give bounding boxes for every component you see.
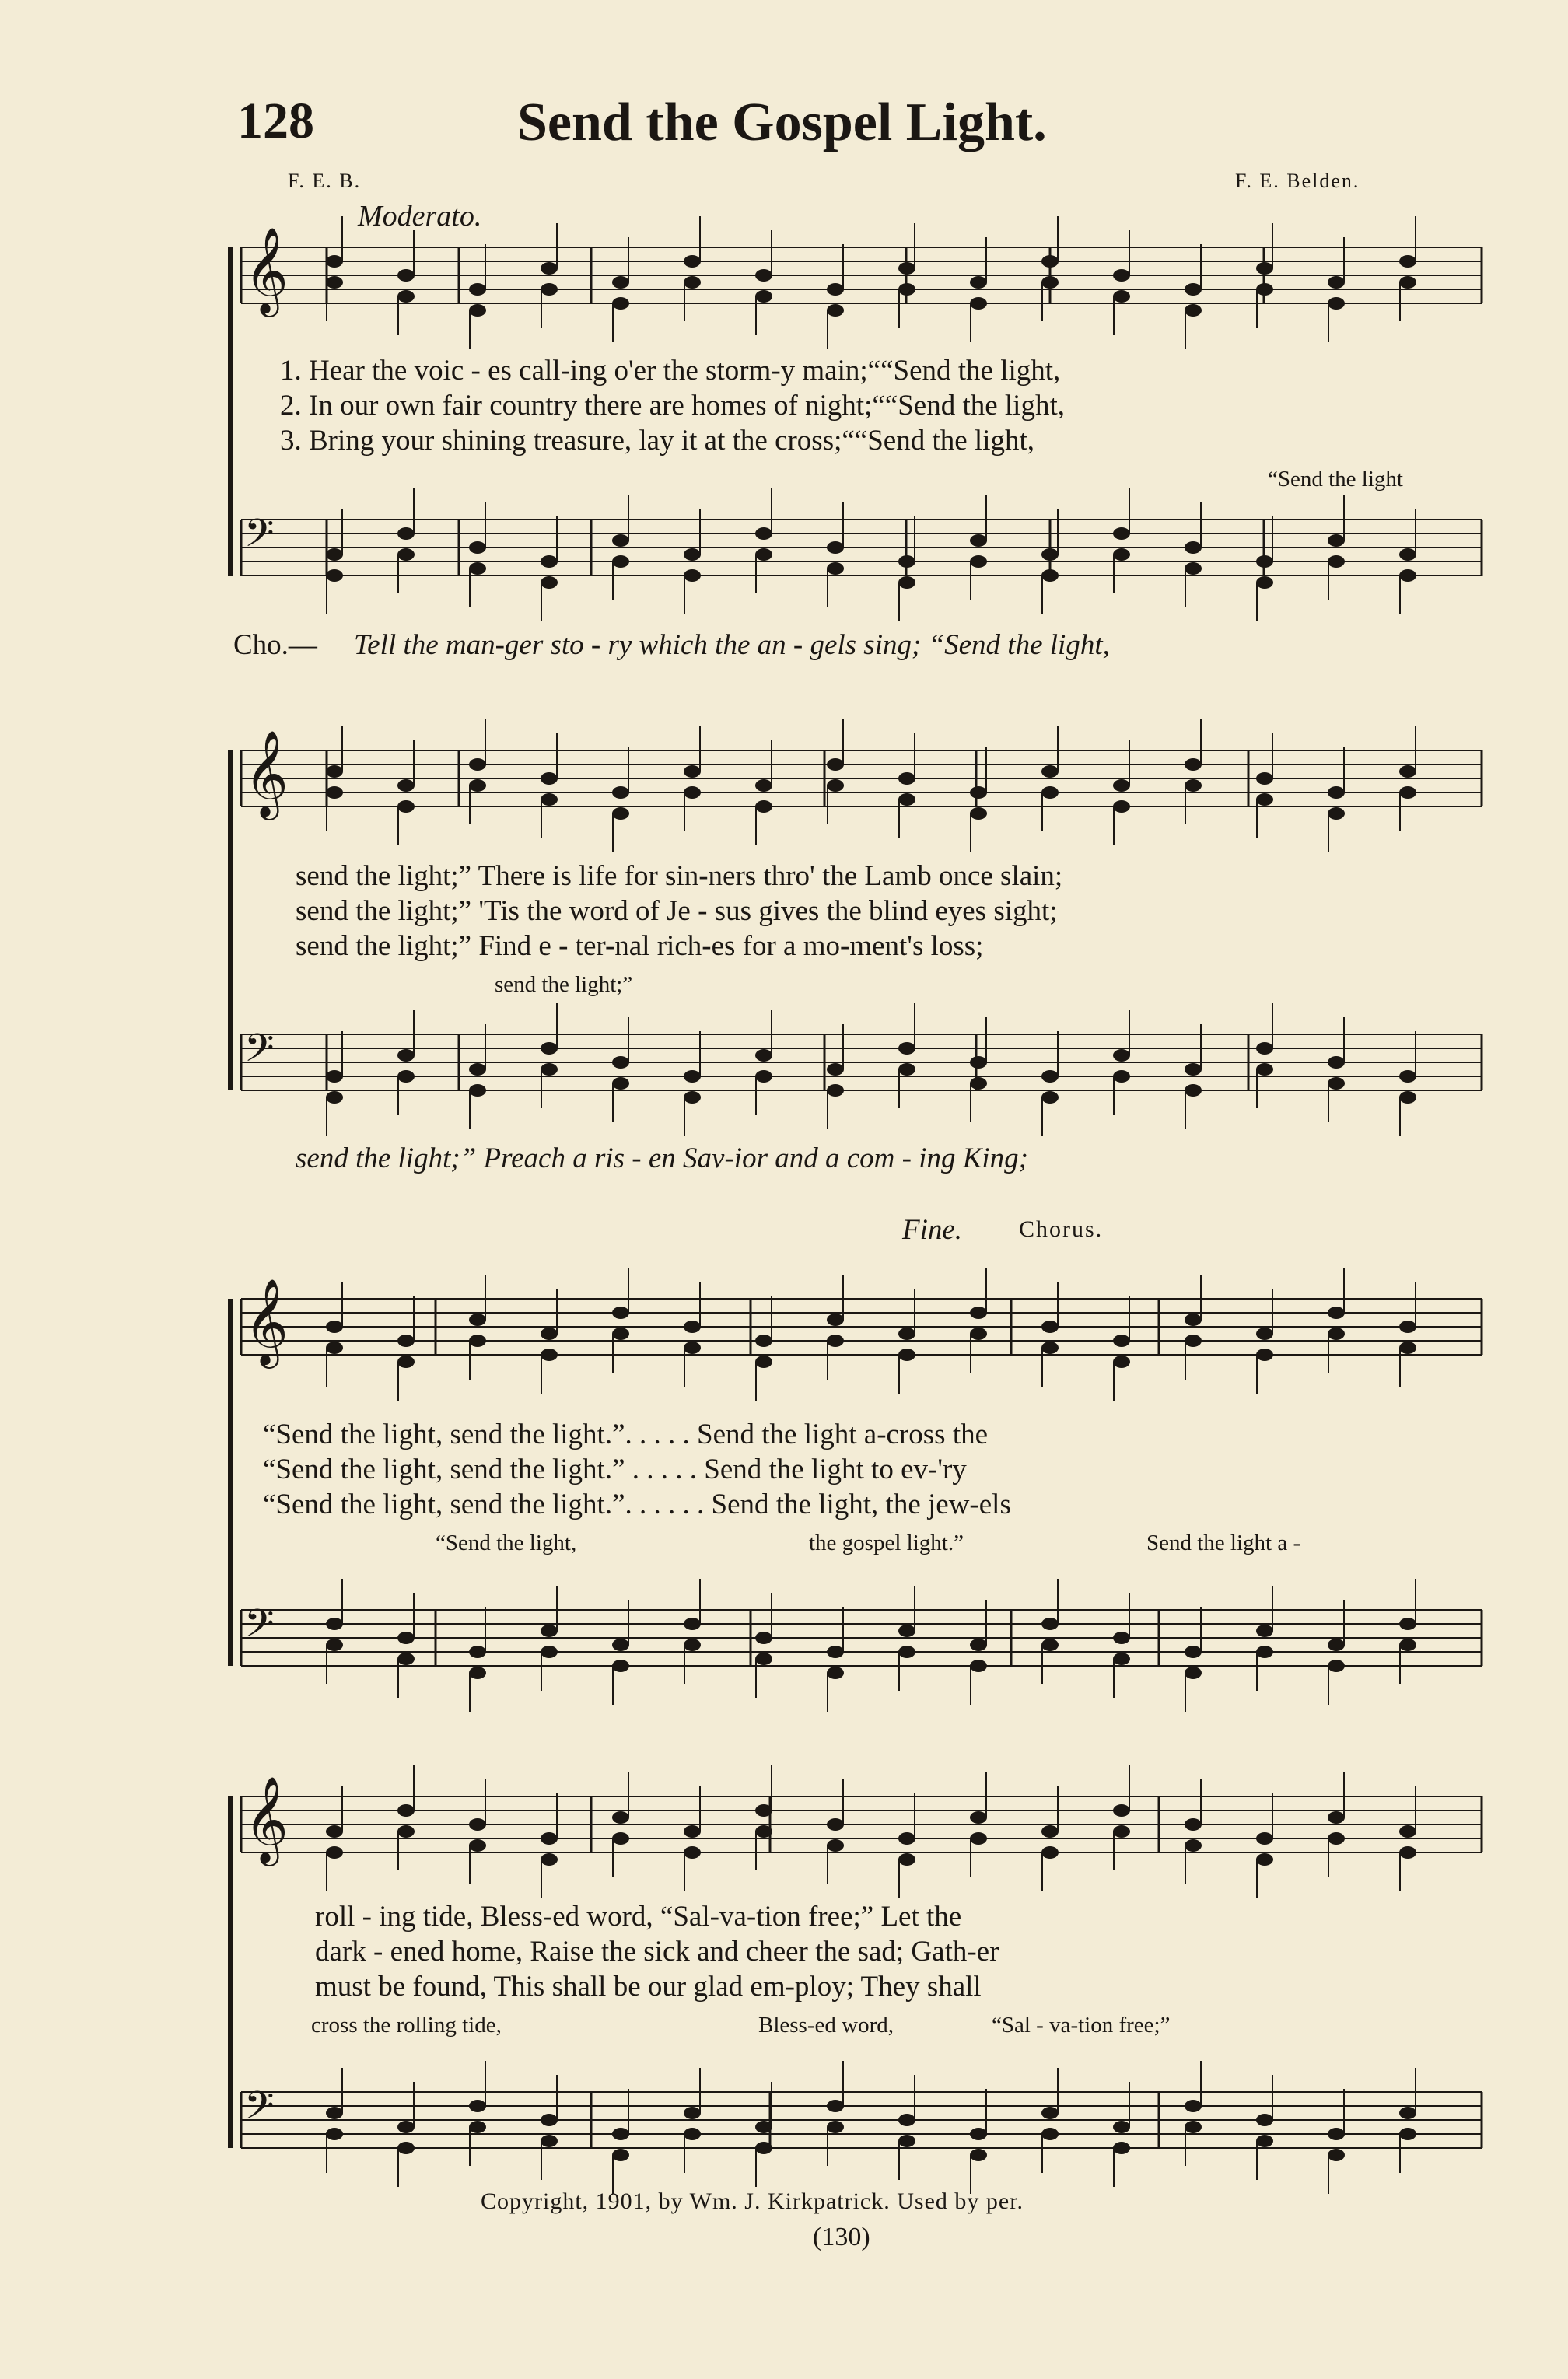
note-head [1185, 1314, 1202, 1326]
note-head [1256, 1853, 1273, 1866]
note-head [755, 1070, 772, 1083]
bass-cue-system-4-b: Bless-ed word, [758, 2013, 894, 2038]
note-head [1399, 1070, 1416, 1083]
note-head [612, 1077, 629, 1090]
note-head [541, 1646, 558, 1658]
note-head [898, 283, 915, 296]
hymn-number: 128 [237, 93, 314, 149]
note-head [898, 2135, 915, 2147]
note-head [1041, 1342, 1059, 1354]
note-head [755, 527, 772, 540]
treble-clef: 𝄞 [244, 1278, 289, 1365]
note-head [469, 1063, 486, 1076]
note-head [1256, 793, 1273, 806]
note-head [827, 1818, 844, 1831]
note-head [1185, 779, 1202, 792]
hymn-title: Send the Gospel Light. [517, 93, 1047, 152]
note-head [1113, 269, 1130, 282]
tempo-marking: Moderato. [358, 200, 482, 233]
note-head [541, 1042, 558, 1055]
page-number: (130) [813, 2223, 870, 2251]
note-head [970, 807, 987, 820]
note-head [827, 2121, 844, 2133]
note-head [612, 276, 629, 289]
note-head [397, 1049, 415, 1062]
note-head [326, 1639, 343, 1651]
note-head [612, 1056, 629, 1069]
note-head [541, 2114, 558, 2126]
note-head [970, 1056, 987, 1069]
note-head [970, 1639, 987, 1651]
verse-2-line-system-1: 2. In our own fair country there are homes of night;““Send the light, [280, 390, 1065, 422]
chorus-lead: Cho.— [233, 629, 317, 661]
note-head [397, 548, 415, 561]
note-head [469, 1839, 486, 1852]
note-head [684, 569, 701, 582]
note-head [1113, 1335, 1130, 1347]
note-head [1399, 569, 1416, 582]
note-head [898, 1328, 915, 1340]
note-head [469, 2121, 486, 2133]
note-head [755, 779, 772, 792]
bass-cue-system-4-a: cross the rolling tide, [311, 2013, 502, 2038]
chorus-line-system-2: send the light;” Preach a ris - en Sav-ior and a com - ing King; [296, 1142, 1029, 1174]
note-head [898, 2114, 915, 2126]
note-head [541, 1832, 558, 1845]
note-head [612, 1328, 629, 1340]
note-head [1113, 2121, 1130, 2133]
note-head [1328, 276, 1345, 289]
note-head [755, 2121, 772, 2133]
note-head [898, 555, 915, 568]
note-head [1328, 555, 1345, 568]
note-head [1041, 1825, 1059, 1838]
note-head [1113, 1070, 1130, 1083]
note-head [898, 1625, 915, 1637]
note-head [1328, 1660, 1345, 1672]
chorus-label: Chorus. [1019, 1216, 1104, 1242]
note-head [827, 1063, 844, 1076]
note-head [397, 1335, 415, 1347]
note-head [326, 255, 343, 268]
note-head [612, 1811, 629, 1824]
note-head [827, 541, 844, 554]
note-head [684, 1321, 701, 1333]
note-head [1041, 548, 1059, 561]
note-head [1185, 1818, 1202, 1831]
note-head [326, 1846, 343, 1859]
note-head [541, 262, 558, 275]
note-head [755, 1049, 772, 1062]
note-head [1041, 1321, 1059, 1333]
note-head [1328, 2128, 1345, 2140]
note-head [1113, 527, 1130, 540]
copyright-notice: Copyright, 1901, by Wm. J. Kirkpatrick. Used by per. [481, 2188, 1024, 2214]
note-head [326, 1321, 343, 1333]
note-head [326, 1618, 343, 1630]
note-head [827, 1335, 844, 1347]
bass-cue-system-4-c: “Sal - va-tion free;” [992, 2013, 1171, 2038]
note-head [612, 807, 629, 820]
note-head [397, 527, 415, 540]
note-head [612, 1307, 629, 1319]
note-head [1113, 1049, 1130, 1062]
note-head [612, 555, 629, 568]
note-head [1399, 1618, 1416, 1630]
note-head [827, 283, 844, 296]
note-head [1328, 1328, 1345, 1340]
note-head [1328, 786, 1345, 799]
note-head [326, 569, 343, 582]
music-credit: F. E. Belden. [1235, 170, 1360, 192]
note-head [1399, 276, 1416, 289]
note-head [684, 1639, 701, 1651]
note-head [1256, 772, 1273, 785]
note-head [541, 772, 558, 785]
note-head [755, 269, 772, 282]
note-head [684, 2128, 701, 2140]
note-head [970, 297, 987, 310]
note-head [1041, 1091, 1059, 1104]
note-head [898, 1349, 915, 1361]
note-head [970, 276, 987, 289]
note-head [469, 1667, 486, 1679]
note-head [1399, 786, 1416, 799]
note-head [1256, 1625, 1273, 1637]
note-head [970, 1832, 987, 1845]
note-head [326, 276, 343, 289]
note-head [827, 304, 844, 317]
note-head [1041, 1639, 1059, 1651]
note-head [898, 772, 915, 785]
note-head [1399, 1846, 1416, 1859]
note-head [541, 1625, 558, 1637]
note-head [612, 2149, 629, 2161]
note-head [1399, 1091, 1416, 1104]
note-head [326, 2107, 343, 2119]
note-head [1041, 569, 1059, 582]
bass-cue-system-3-a: “Send the light, [436, 1531, 577, 1555]
note-head [1041, 2128, 1059, 2140]
note-head [469, 1084, 486, 1097]
note-head [612, 297, 629, 310]
note-head [541, 283, 558, 296]
note-head [612, 2128, 629, 2140]
note-head [970, 786, 987, 799]
note-head [755, 800, 772, 813]
note-head [684, 255, 701, 268]
verse-3-line-system-2: send the light;” Find e - ter-nal rich-es for a mo-ment's loss; [296, 930, 984, 962]
chorus-line-system-1: Tell the man-ger sto - ry which the an - gels sing; “Send the light, [354, 629, 1110, 661]
treble-clef: 𝄞 [244, 226, 289, 313]
note-head [469, 2100, 486, 2112]
note-head [684, 1091, 701, 1104]
note-head [326, 765, 343, 778]
note-head [1256, 1063, 1273, 1076]
note-head [397, 1825, 415, 1838]
note-head [1185, 1335, 1202, 1347]
note-head [326, 2128, 343, 2140]
note-head [541, 1328, 558, 1340]
note-head [326, 1342, 343, 1354]
note-head [397, 779, 415, 792]
note-head [755, 1825, 772, 1838]
bass-cue-system-2: send the light;” [495, 972, 633, 997]
note-head [898, 1063, 915, 1076]
note-head [827, 1314, 844, 1326]
note-head [1185, 283, 1202, 296]
note-head [1041, 255, 1059, 268]
bass-cue-system-3-b: the gospel light.” [809, 1531, 964, 1555]
note-head [684, 1618, 701, 1630]
note-head [1041, 786, 1059, 799]
note-head [1041, 1846, 1059, 1859]
note-head [970, 555, 987, 568]
note-head [1256, 262, 1273, 275]
note-head [612, 786, 629, 799]
note-head [1041, 765, 1059, 778]
note-head [827, 1839, 844, 1852]
note-head [1256, 2114, 1273, 2126]
note-head [1328, 1077, 1345, 1090]
note-head [1185, 1063, 1202, 1076]
note-head [469, 541, 486, 554]
note-head [397, 2121, 415, 2133]
note-head [1041, 276, 1059, 289]
note-head [397, 1070, 415, 1083]
note-head [326, 1070, 343, 1083]
note-head [1185, 1084, 1202, 1097]
verse-2-line-system-3: “Send the light, send the light.” . . . . . Send the light to ev-'ry [263, 1454, 967, 1485]
note-head [1399, 1321, 1416, 1333]
note-head [1113, 548, 1130, 561]
bass-cue-system-3-c: Send the light a - [1146, 1531, 1301, 1555]
note-head [1256, 2135, 1273, 2147]
note-head [898, 1853, 915, 1866]
note-head [1256, 1646, 1273, 1658]
note-head [755, 548, 772, 561]
note-head [1399, 1342, 1416, 1354]
note-head [1113, 1825, 1130, 1838]
note-head [326, 1825, 343, 1838]
note-head [397, 1356, 415, 1368]
note-head [755, 1632, 772, 1644]
verse-2-line-system-2: send the light;” 'Tis the word of Je - sus gives the blind eyes sight; [296, 895, 1058, 927]
note-head [397, 1804, 415, 1817]
note-head [827, 1084, 844, 1097]
note-head [469, 1818, 486, 1831]
note-head [1256, 1832, 1273, 1845]
verse-3-line-system-4: must be found, This shall be our glad em-ploy; They shall [315, 1971, 982, 2003]
bass-clef: 𝄢 [244, 1026, 275, 1080]
note-head [970, 1660, 987, 1672]
fine-marking: Fine. [902, 1214, 963, 1246]
note-head [755, 1653, 772, 1665]
note-head [970, 2128, 987, 2140]
note-head [1256, 283, 1273, 296]
note-head [970, 1328, 987, 1340]
note-head [1399, 548, 1416, 561]
note-head [1328, 1307, 1345, 1319]
note-head [1041, 1618, 1059, 1630]
note-head [1328, 1639, 1345, 1651]
note-head [1185, 541, 1202, 554]
bass-clef: 𝄢 [244, 1601, 275, 1656]
note-head [898, 1042, 915, 1055]
note-head [1113, 2142, 1130, 2154]
note-head [397, 1653, 415, 1665]
note-head [827, 1667, 844, 1679]
note-head [755, 2142, 772, 2154]
note-head [1185, 758, 1202, 771]
note-head [541, 1349, 558, 1361]
note-head [1185, 1839, 1202, 1852]
note-head [469, 304, 486, 317]
note-head [1256, 1328, 1273, 1340]
note-head [1328, 297, 1345, 310]
note-head [898, 262, 915, 275]
bass-clef: 𝄢 [244, 511, 275, 565]
note-head [469, 1314, 486, 1326]
note-head [755, 290, 772, 303]
note-head [1328, 1832, 1345, 1845]
note-head [684, 1070, 701, 1083]
note-head [469, 283, 486, 296]
note-head [612, 1639, 629, 1651]
note-head [612, 1660, 629, 1672]
note-head [1399, 255, 1416, 268]
note-head [970, 1307, 987, 1319]
note-head [397, 800, 415, 813]
note-head [397, 2142, 415, 2154]
note-head [469, 779, 486, 792]
note-head [970, 1811, 987, 1824]
note-head [397, 269, 415, 282]
note-head [1185, 304, 1202, 317]
note-head [1113, 1804, 1130, 1817]
note-head [541, 576, 558, 589]
note-head [1328, 2149, 1345, 2161]
note-head [827, 1646, 844, 1658]
note-head [1185, 1646, 1202, 1658]
note-head [970, 2149, 987, 2161]
note-head [684, 786, 701, 799]
note-head [684, 548, 701, 561]
note-head [1113, 290, 1130, 303]
note-head [326, 548, 343, 561]
note-head [684, 2107, 701, 2119]
note-head [970, 534, 987, 547]
note-head [541, 1853, 558, 1866]
note-head [541, 793, 558, 806]
note-head [1113, 1653, 1130, 1665]
verse-3-line-system-1: 3. Bring your shining treasure, lay it at the cross;““Send the light, [280, 425, 1035, 457]
verse-3-line-system-3: “Send the light, send the light.”. . . . . . Send the light, the jew-els [263, 1489, 1011, 1520]
note-head [1256, 576, 1273, 589]
note-head [898, 793, 915, 806]
note-head [1399, 2128, 1416, 2140]
note-head [755, 1804, 772, 1817]
note-head [1328, 807, 1345, 820]
note-head [1185, 2121, 1202, 2133]
note-head [684, 1846, 701, 1859]
note-head [1185, 1667, 1202, 1679]
note-head [1399, 1825, 1416, 1838]
note-head [1113, 800, 1130, 813]
note-head [1328, 534, 1345, 547]
note-head [1328, 1811, 1345, 1824]
note-head [612, 1832, 629, 1845]
note-head [827, 2100, 844, 2112]
treble-clef: 𝄞 [244, 1776, 289, 1863]
note-head [1256, 555, 1273, 568]
note-head [1113, 1356, 1130, 1368]
note-head [1041, 2107, 1059, 2119]
note-head [1113, 779, 1130, 792]
verse-1-line-system-3: “Send the light, send the light.”. . . . . Send the light a-cross the [263, 1419, 989, 1450]
note-head [541, 555, 558, 568]
note-head [469, 758, 486, 771]
note-head [684, 1342, 701, 1354]
note-head [898, 1646, 915, 1658]
note-head [397, 290, 415, 303]
note-head [827, 562, 844, 575]
note-head [612, 534, 629, 547]
note-head [1328, 1056, 1345, 1069]
note-head [469, 1646, 486, 1658]
note-head [1399, 765, 1416, 778]
note-head [898, 576, 915, 589]
note-head [1113, 1632, 1130, 1644]
note-head [970, 1077, 987, 1090]
note-head [326, 786, 343, 799]
note-head [541, 2135, 558, 2147]
note-head [326, 1091, 343, 1104]
note-head [1185, 562, 1202, 575]
note-head [469, 562, 486, 575]
note-head [1256, 1349, 1273, 1361]
note-head [397, 1632, 415, 1644]
note-head [827, 758, 844, 771]
note-head [1041, 1070, 1059, 1083]
verse-1-line-system-1: 1. Hear the voic - es call-ing o'er the storm-y main;““Send the light, [280, 355, 1061, 387]
note-head [684, 1825, 701, 1838]
note-head [827, 779, 844, 792]
treble-clef: 𝄞 [244, 729, 289, 817]
note-head [755, 1335, 772, 1347]
verse-2-line-system-4: dark - ened home, Raise the sick and cheer the sad; Gath-er [315, 1936, 999, 1968]
note-head [755, 1356, 772, 1368]
verse-1-line-system-4: roll - ing tide, Bless-ed word, “Sal-va-tion free;” Let the [315, 1901, 962, 1933]
words-credit: F. E. B. [288, 170, 362, 192]
note-head [1399, 2107, 1416, 2119]
note-head [898, 1832, 915, 1845]
note-head [1256, 1042, 1273, 1055]
bass-cue-system-1: “Send the light [1268, 467, 1403, 492]
note-head [684, 276, 701, 289]
note-head [684, 765, 701, 778]
bass-clef: 𝄢 [244, 2083, 275, 2138]
verse-1-line-system-2: send the light;” There is life for sin-ners thro' the Lamb once slain; [296, 860, 1063, 892]
note-head [1185, 2100, 1202, 2112]
note-head [469, 1335, 486, 1347]
note-head [1399, 1639, 1416, 1651]
note-head [541, 1063, 558, 1076]
